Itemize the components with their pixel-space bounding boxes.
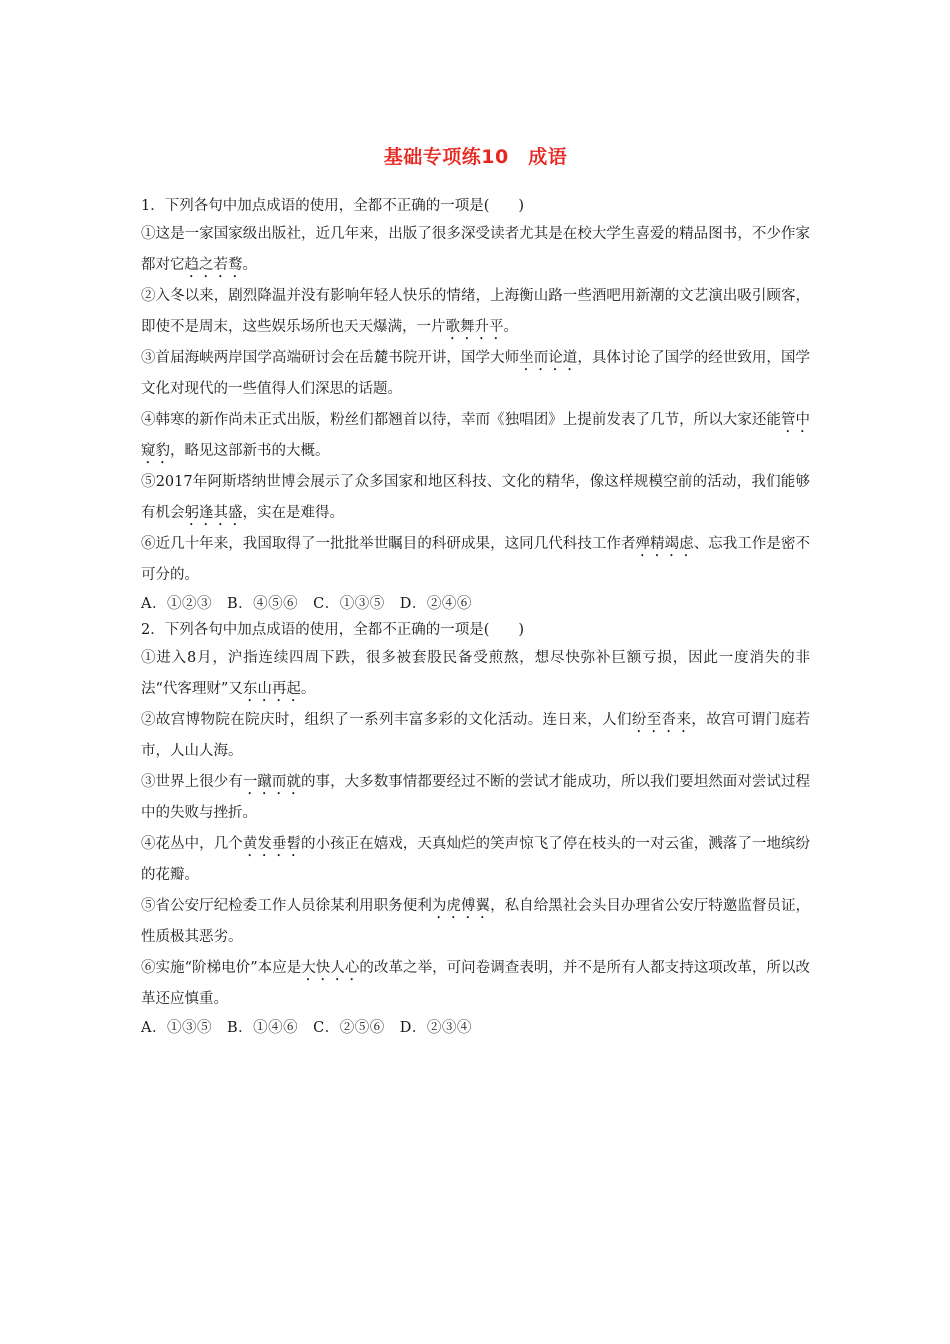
question-stem: 1．下列各句中加点成语的使用，全都不正确的一项是( ) <box>141 198 525 214</box>
dotted-idiom: 坐而论道 <box>519 350 578 366</box>
dotted-idiom: 纷至沓来 <box>631 712 692 728</box>
option-item: ⑥近几十年来，我国取得了一批批举世瞩目的科研成果，这同几代科技工作者殚精竭虑、忘我工作是密不可分的。 <box>141 536 811 583</box>
option-item: ②故宫博物院在院庆时，组织了一系列丰富多彩的文化活动。连日来，人们纷至沓来，故宫可谓门庭若市，人山人海。 <box>141 712 810 759</box>
dotted-idiom: 趋之若鹜 <box>184 257 243 273</box>
question-1 <box>141 193 810 617</box>
dotted-idiom: 歌舞升平 <box>445 319 504 335</box>
dotted-idiom: 黄发垂髫 <box>242 836 301 852</box>
page-title: 基础专项练10 成语 <box>383 146 568 168</box>
option-item: ④韩寒的新作尚未正式出版，粉丝们都翘首以待，幸而《独唱团》上提前发表了几节，所以大家还能管中窥豹，略见这部新书的大概。 <box>141 412 810 459</box>
question-stem: 2．下列各句中加点成语的使用，全都不正确的一项是( ) <box>141 622 525 638</box>
question-2 <box>141 617 810 1041</box>
dotted-idiom: 殚精竭虑 <box>635 536 694 552</box>
answer-choices: A．①②③ B．④⑤⑥ C．①③⑤ D．②④⑥ <box>141 596 472 612</box>
option-item: ①这是一家国家级出版社，近几年来，出版了很多深受读者尤其是在校大学生喜爱的精品图书，不少作家都对它趋之若鹜。 <box>141 226 810 273</box>
dotted-idiom: 一蹴而就 <box>242 774 301 790</box>
dotted-idiom: 躬逢其盛 <box>184 505 243 521</box>
dotted-idiom: 东山再起 <box>242 681 301 697</box>
option-item: ④花丛中，几个黄发垂髫的小孩正在嬉戏，天真灿烂的笑声惊飞了停在枝头的一对云雀，溅落了一地缤纷的花瓣。 <box>141 836 811 883</box>
dotted-idiom: 大快人心 <box>301 960 360 976</box>
option-item: ①进入8月，沪指连续四周下跌，很多被套股民备受煎熬，想尽快弥补巨额亏损，因此一度消失的非法“代客理财”又东山再起。 <box>141 650 810 697</box>
option-item: ⑤2017年阿斯塔纳世博会展示了众多国家和地区科技、文化的精华，像这样规模空前的活动，我们能够有机会躬逢其盛，实在是难得。 <box>141 474 810 521</box>
option-item: ②入冬以来，剧烈降温并没有影响年轻人快乐的情绪，上海衡山路一些酒吧用新潮的文艺演出吸引顾客，即使不是周末，这些娱乐场所也天天爆满，一片歌舞升平。 <box>141 288 810 335</box>
dotted-idiom: 管中窥豹 <box>141 412 810 459</box>
option-item: ③首届海峡两岸国学高端研讨会在岳麓书院开讲，国学大师坐而论道，具体讨论了国学的经世致用，国学文化对现代的一些值得人们深思的话题。 <box>141 350 811 397</box>
option-item: ③世界上很少有一蹴而就的事，大多数事情都要经过不断的尝试才能成功，所以我们要坦然面对尝试过程中的失败与挫折。 <box>141 774 811 821</box>
option-item: ⑤省公安厅纪检委工作人员徐某利用职务便利为虎傅翼，私自给黑社会头目办理省公安厅特邀监督员证，性质极其恶劣。 <box>141 898 811 945</box>
answer-choices: A．①③⑤ B．①④⑥ C．②⑤⑥ D．②③④ <box>141 1020 472 1036</box>
option-item: ⑥实施“阶梯电价”本应是大快人心的改革之举，可问卷调查表明，并不是所有人都支持这项改革，所以改革还应慎重。 <box>141 960 811 1007</box>
dotted-idiom: 为虎傅翼 <box>431 898 491 914</box>
